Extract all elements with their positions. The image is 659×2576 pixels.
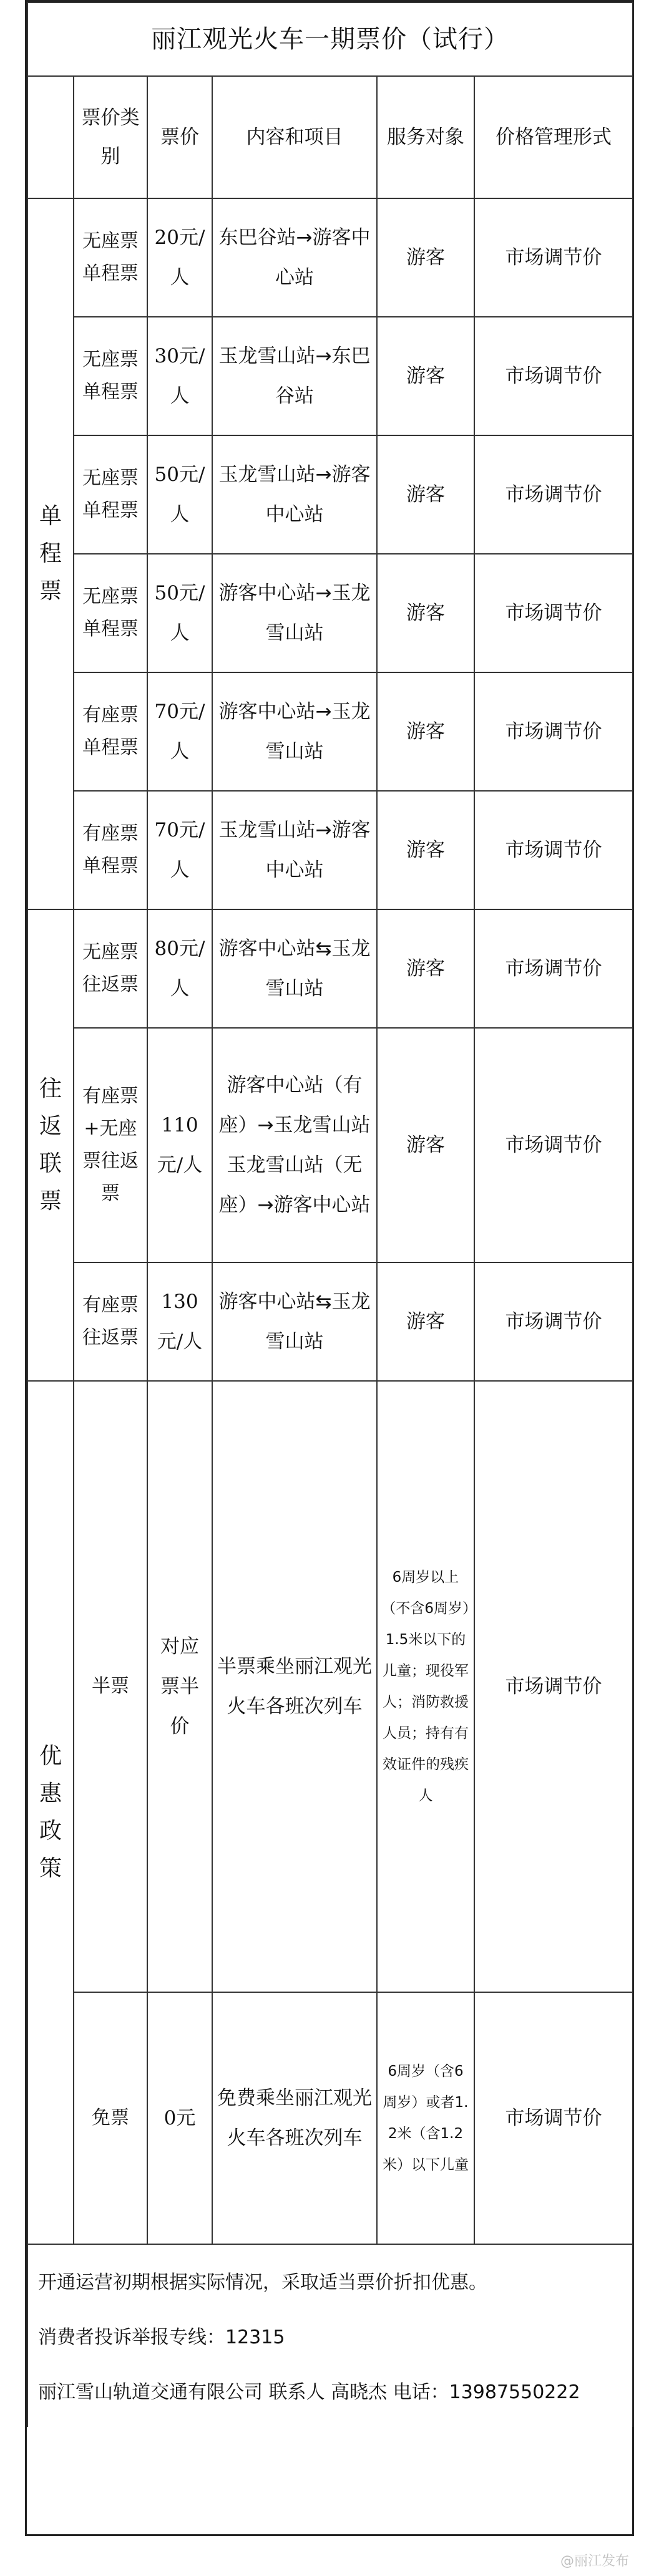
content-cell: 半票乘坐丽江观光火车各班次列车 bbox=[212, 1381, 377, 1992]
price-cell: 20元/人 bbox=[147, 198, 212, 317]
table-row bbox=[27, 1381, 633, 1992]
table-row bbox=[27, 1028, 633, 1262]
table-row bbox=[27, 435, 633, 554]
table-row bbox=[27, 554, 633, 672]
category-cell: 无座票单程票 bbox=[74, 198, 147, 317]
table-row bbox=[27, 198, 633, 317]
group-round-trip: 往返联票 bbox=[27, 909, 74, 1381]
target-cell: 游客 bbox=[377, 198, 474, 317]
fare-table bbox=[27, 2, 633, 2427]
target-cell: 游客 bbox=[377, 791, 474, 909]
mgmt-cell: 市场调节价 bbox=[474, 1381, 633, 1992]
target-cell: 游客 bbox=[377, 1262, 474, 1381]
header-category: 票价类别 bbox=[74, 76, 147, 198]
group-discount-policy: 优惠政策 bbox=[27, 1381, 74, 2244]
target-cell: 6周岁（含6周岁）或者1.2米（含1.2米）以下儿童 bbox=[377, 1992, 474, 2244]
mgmt-cell: 市场调节价 bbox=[474, 1262, 633, 1381]
content-cell: 玉龙雪山站→东巴谷站 bbox=[212, 317, 377, 435]
target-cell: 6周岁以上（不含6周岁）1.5米以下的儿童；现役军人；消防救援人员；持有有效证件的残疾人 bbox=[377, 1381, 474, 1992]
category-cell: 无座票单程票 bbox=[74, 554, 147, 672]
category-cell: 半票 bbox=[74, 1381, 147, 1992]
price-cell: 70元/人 bbox=[147, 672, 212, 791]
price-cell: 130元/人 bbox=[147, 1262, 212, 1381]
content-cell: 游客中心站⇆玉龙雪山站 bbox=[212, 1262, 377, 1381]
category-cell: 无座票往返票 bbox=[74, 909, 147, 1028]
content-cell: 玉龙雪山站→游客中心站 bbox=[212, 791, 377, 909]
mgmt-cell: 市场调节价 bbox=[474, 435, 633, 554]
table-row bbox=[27, 317, 633, 435]
content-cell: 游客中心站（有座）→玉龙雪山站 玉龙雪山站（无座）→游客中心站 bbox=[212, 1028, 377, 1262]
header-price: 票价 bbox=[147, 76, 212, 198]
mgmt-cell: 市场调节价 bbox=[474, 909, 633, 1028]
mgmt-cell: 市场调节价 bbox=[474, 198, 633, 317]
price-cell: 80元/人 bbox=[147, 909, 212, 1028]
mgmt-cell: 市场调节价 bbox=[474, 672, 633, 791]
category-cell: 有座票单程票 bbox=[74, 672, 147, 791]
category-cell: 有座票往返票 bbox=[74, 1262, 147, 1381]
table-row bbox=[27, 1992, 633, 2244]
header-mgmt: 价格管理形式 bbox=[474, 76, 633, 198]
footer-row bbox=[27, 2244, 633, 2427]
header-target: 服务对象 bbox=[377, 76, 474, 198]
price-cell: 70元/人 bbox=[147, 791, 212, 909]
target-cell: 游客 bbox=[377, 672, 474, 791]
price-cell: 110元/人 bbox=[147, 1028, 212, 1262]
target-cell: 游客 bbox=[377, 317, 474, 435]
company-contact: 丽江雪山轨道交通有限公司 联系人 高晓杰 电话：13987550222 bbox=[38, 2381, 580, 2403]
group-single-ticket: 单程票 bbox=[27, 198, 74, 909]
target-cell: 游客 bbox=[377, 909, 474, 1028]
price-cell: 0元 bbox=[147, 1992, 212, 2244]
target-cell: 游客 bbox=[377, 435, 474, 554]
discount-note: 开通运营初期根据实际情况，采取适当票价折扣优惠。 bbox=[38, 2272, 487, 2293]
footer-notes bbox=[27, 2244, 633, 2427]
price-cell: 50元/人 bbox=[147, 435, 212, 554]
title-row bbox=[27, 2, 633, 76]
content-cell: 免费乘坐丽江观光火车各班次列车 bbox=[212, 1992, 377, 2244]
content-cell: 游客中心站→玉龙雪山站 bbox=[212, 672, 377, 791]
category-cell: 免票 bbox=[74, 1992, 147, 2244]
category-cell: 无座票单程票 bbox=[74, 435, 147, 554]
category-cell: 有座票单程票 bbox=[74, 791, 147, 909]
target-cell: 游客 bbox=[377, 554, 474, 672]
price-cell: 50元/人 bbox=[147, 554, 212, 672]
header-row bbox=[27, 76, 633, 198]
header-blank bbox=[27, 76, 74, 198]
price-cell: 对应票半价 bbox=[147, 1381, 212, 1992]
mgmt-cell: 市场调节价 bbox=[474, 791, 633, 909]
watermark: @丽江发布 bbox=[560, 2554, 629, 2569]
table-row bbox=[27, 791, 633, 909]
content-cell: 玉龙雪山站→游客中心站 bbox=[212, 435, 377, 554]
table-row bbox=[27, 672, 633, 791]
complaint-hotline: 消费者投诉举报专线：12315 bbox=[38, 2327, 285, 2348]
table-row bbox=[27, 909, 633, 1028]
category-cell: 有座票+无座票往返票 bbox=[74, 1028, 147, 1262]
header-content: 内容和项目 bbox=[212, 76, 377, 198]
content-cell: 游客中心站→玉龙雪山站 bbox=[212, 554, 377, 672]
fare-table-document bbox=[25, 0, 634, 2536]
price-cell: 30元/人 bbox=[147, 317, 212, 435]
mgmt-cell: 市场调节价 bbox=[474, 1028, 633, 1262]
table-row bbox=[27, 1262, 633, 1381]
content-cell: 东巴谷站→游客中心站 bbox=[212, 198, 377, 317]
target-cell: 游客 bbox=[377, 1028, 474, 1262]
mgmt-cell: 市场调节价 bbox=[474, 554, 633, 672]
mgmt-cell: 市场调节价 bbox=[474, 317, 633, 435]
page-title: 丽江观光火车一期票价（试行） bbox=[27, 2, 633, 76]
category-cell: 无座票单程票 bbox=[74, 317, 147, 435]
mgmt-cell: 市场调节价 bbox=[474, 1992, 633, 2244]
content-cell: 游客中心站⇆玉龙雪山站 bbox=[212, 909, 377, 1028]
